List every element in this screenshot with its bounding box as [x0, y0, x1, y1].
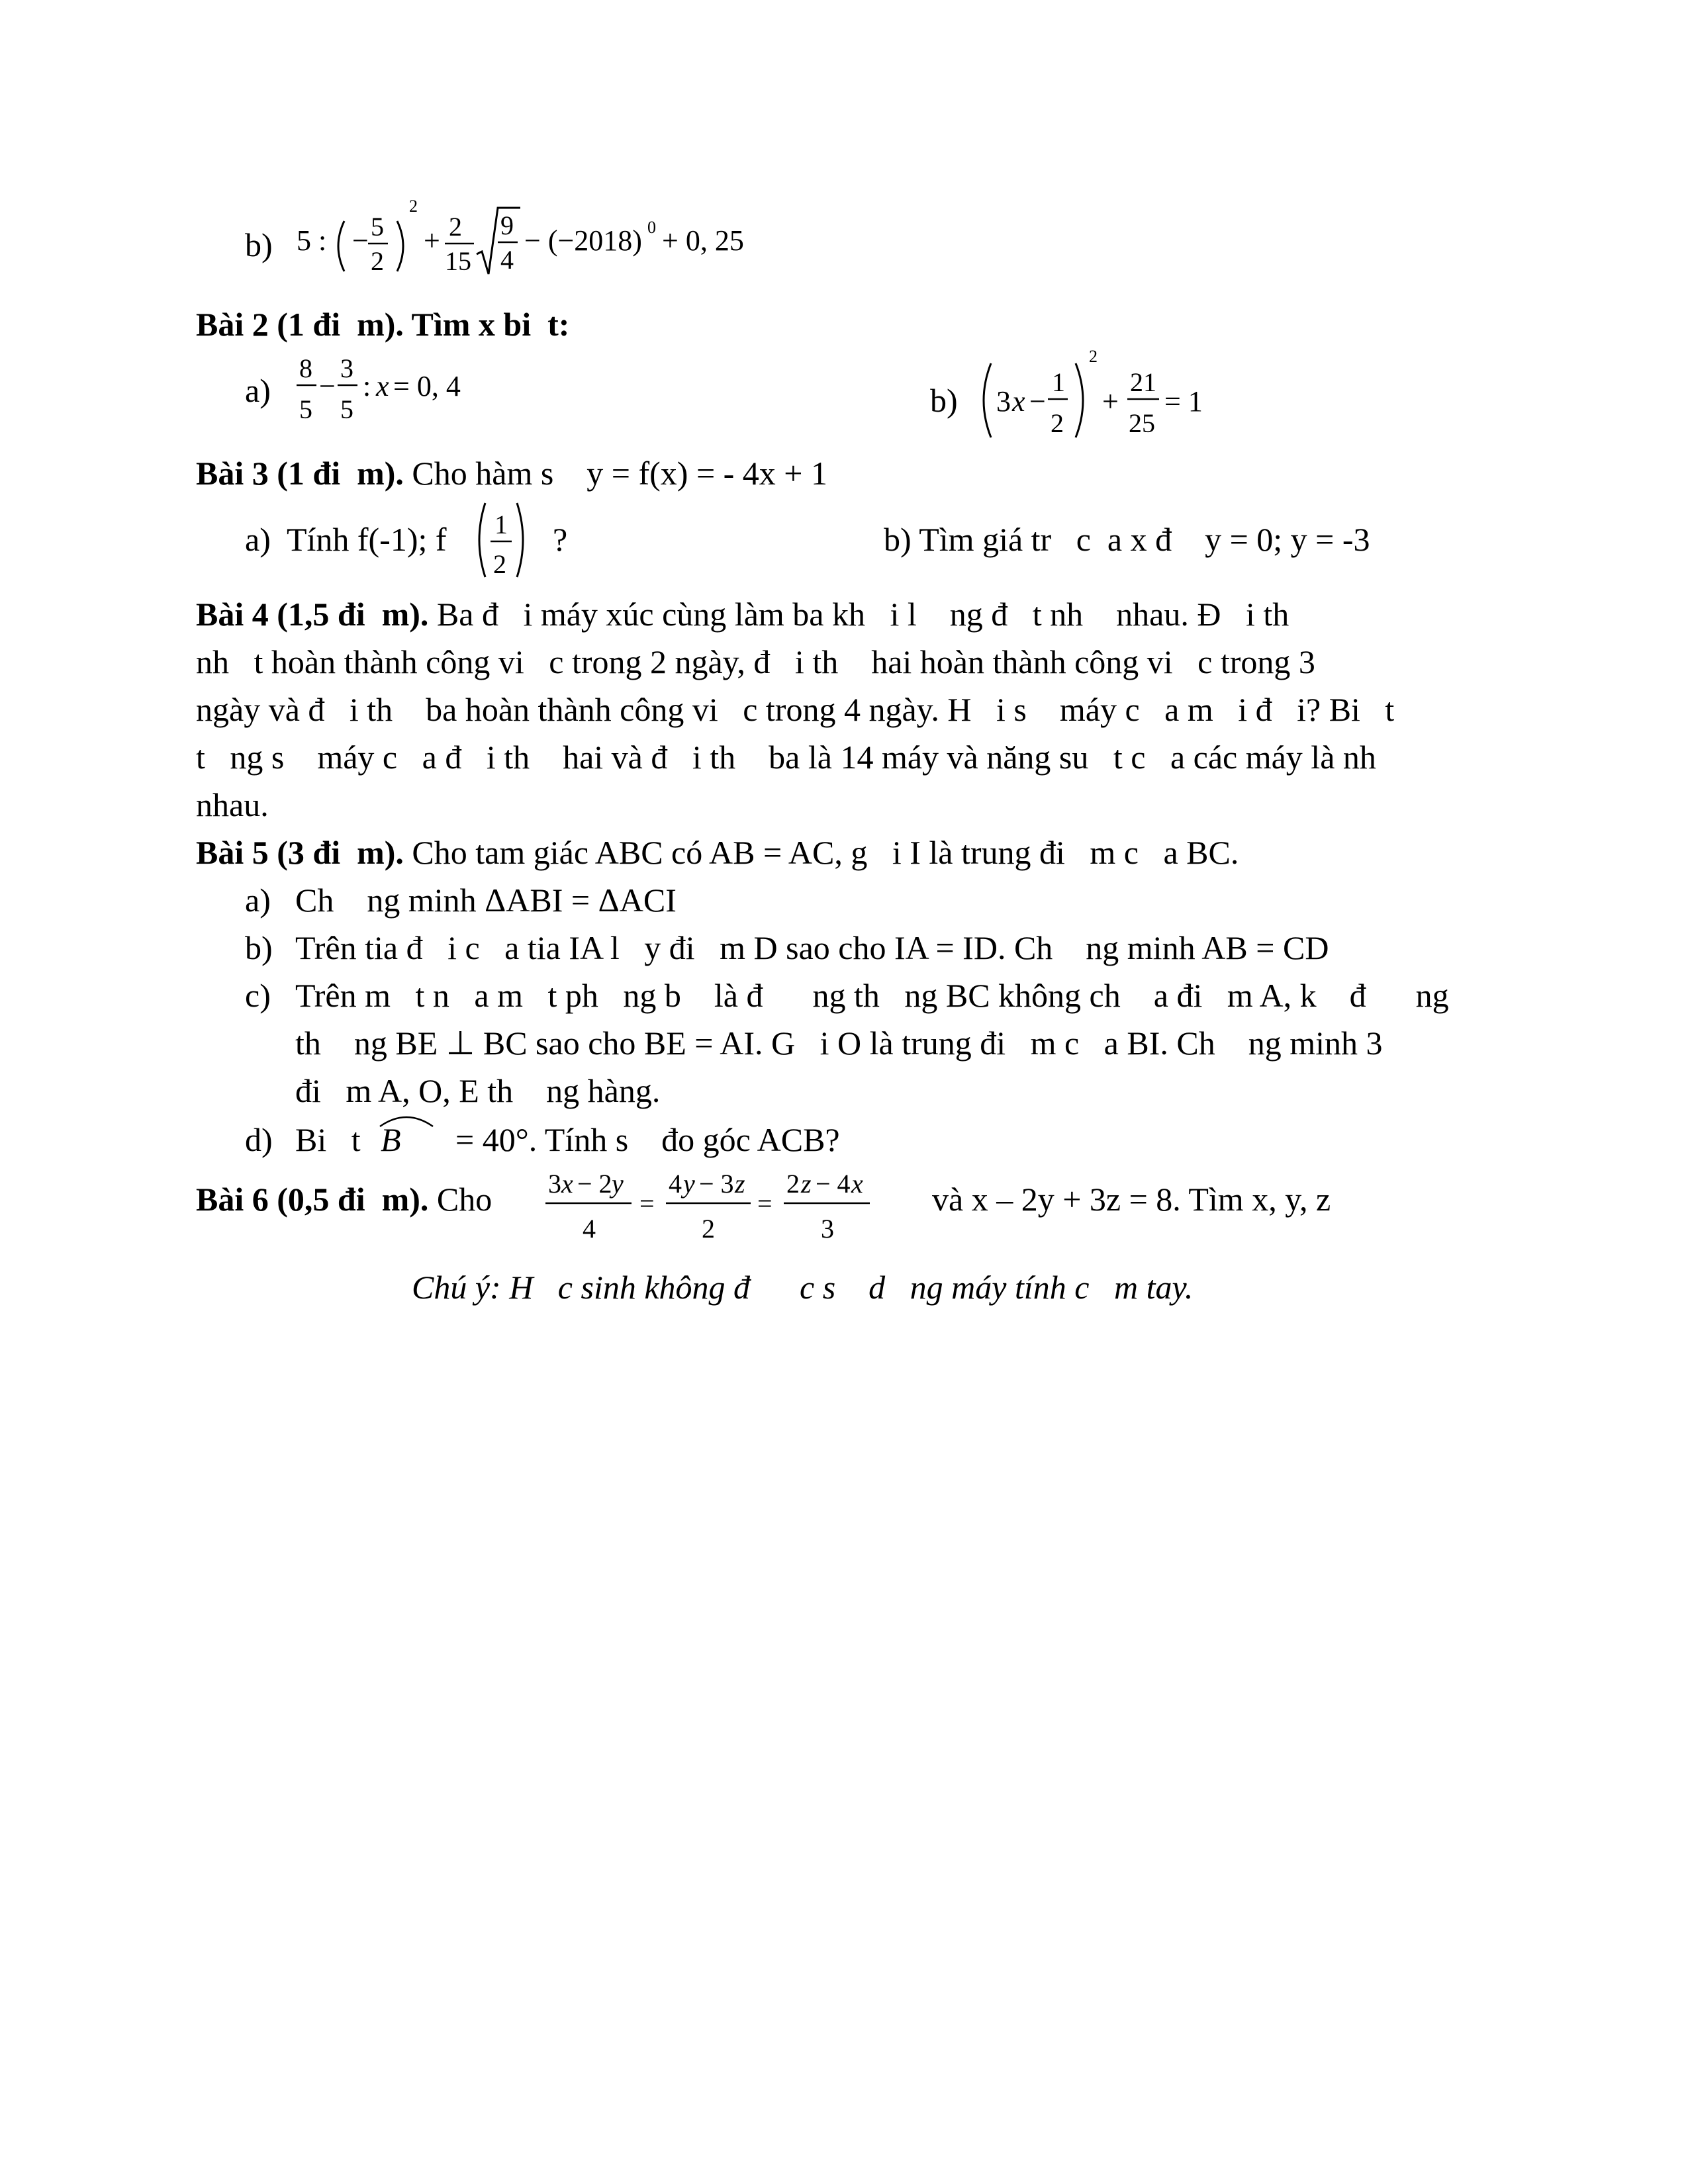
svg-text:4: 4 [500, 245, 514, 275]
svg-text:z: z [801, 1169, 812, 1199]
svg-text:3: 3 [340, 353, 353, 383]
bai2-heading: Bài 2 (1 đi m). Tìm x bi t: [196, 306, 570, 343]
bai3-a-expression [473, 496, 546, 589]
svg-text:4: 4 [669, 1169, 682, 1199]
svg-text:x: x [376, 370, 389, 402]
svg-text:+: + [1102, 385, 1119, 418]
svg-text:3: 3 [821, 1214, 834, 1244]
angle-hat-icon [377, 1112, 437, 1132]
svg-text:y: y [612, 1169, 624, 1199]
bai5-a-marker: a) [245, 882, 271, 919]
svg-text:3: 3 [548, 1169, 561, 1199]
q1b-expression [291, 193, 794, 293]
svg-text:2: 2 [449, 212, 462, 242]
bai4-line-5: nhau. [196, 786, 269, 823]
bai5-b-marker: b) [245, 929, 273, 966]
svg-text:=: = [757, 1189, 773, 1218]
bai6-heading: Bài 6 (0,5 đi m). [196, 1181, 429, 1218]
bai6-pre: Cho [428, 1181, 492, 1218]
bai5-c-line-1: Trên m t n a m t ph ng b là đ ng th ng BC không ch a đi m A, k đ ng [295, 977, 1449, 1014]
bai5-d-angle-symbol: B [381, 1121, 401, 1158]
svg-text:2: 2 [702, 1214, 715, 1244]
bai2-b-marker: b) [930, 382, 958, 419]
bai3-a-question: ? [553, 521, 568, 558]
svg-text:− 3: − 3 [699, 1169, 734, 1199]
q1b-marker: b) [245, 226, 273, 263]
bai3-line [196, 453, 827, 493]
bai5-c-line-3: đi m A, O, E th ng hàng. [295, 1072, 661, 1109]
svg-text:−: − [319, 370, 336, 402]
svg-text::: : [363, 370, 371, 402]
svg-text:2: 2 [371, 246, 384, 276]
svg-text:−: − [1029, 385, 1046, 418]
bai4-line-3: ngày và đ i th ba hoàn thành công vi c trong 4 ngày. H i s máy c a m i đ i? Bi t [196, 691, 1395, 728]
bai4-heading: Bài 4 (1,5 đi m). [196, 596, 429, 633]
svg-text:1: 1 [494, 510, 508, 539]
bai4-text-1: Ba đ i máy xúc cùng làm ba kh i l ng đ t nh nhau. Đ i th [428, 596, 1289, 633]
bai6-lead [196, 1179, 492, 1219]
svg-text:=: = [639, 1189, 655, 1218]
bai4-line-2: nh t hoàn thành công vi c trong 2 ngày, đ i th hai hoàn thành công vi c trong 3 [196, 643, 1315, 680]
bai3-text: Cho hàm s y = f(x) = - 4x + 1 [403, 455, 827, 492]
svg-text:2: 2 [786, 1169, 800, 1199]
svg-text:z: z [735, 1169, 745, 1199]
svg-text:5 :: 5 : [297, 224, 327, 257]
svg-text:− 4: − 4 [816, 1169, 851, 1199]
bai5-a-text: Ch ng minh ΔABI = ΔACI [295, 882, 677, 919]
svg-text:15: 15 [445, 246, 471, 276]
svg-text:8: 8 [299, 353, 312, 383]
bai3-b-text: b) Tìm giá tr c a x đ y = 0; y = -3 [884, 521, 1370, 558]
bai5-d-text-post: = 40°. Tính s đo góc ACB? [455, 1121, 840, 1158]
bai3-a-text: a) Tính f(-1); f [245, 521, 447, 558]
bai2-a-marker: a) [245, 372, 271, 409]
bai5-c-marker: c) [245, 977, 271, 1014]
svg-text:1: 1 [1052, 367, 1065, 397]
bai4-line-4: t ng s máy c a đ i th hai và đ i th ba là 14 máy và năng su t c a các máy là nh [196, 739, 1376, 776]
svg-text:2: 2 [493, 549, 506, 579]
svg-text:5: 5 [299, 394, 312, 424]
bai5-line [196, 833, 1239, 872]
note: Chú ý: H c sinh không đ c s d ng máy tính c m tay. [412, 1269, 1194, 1306]
svg-text:x: x [561, 1169, 573, 1199]
bai5-heading: Bài 5 (3 đi m). [196, 834, 404, 871]
bai5-d-text-pre: Bi t [295, 1121, 361, 1158]
svg-text:4: 4 [583, 1214, 596, 1244]
bai3-heading: Bài 3 (1 đi m). [196, 455, 404, 492]
bai2-a-expression [291, 344, 503, 437]
svg-text:x: x [1012, 385, 1025, 418]
bai5-d-marker: d) [245, 1121, 273, 1158]
svg-text:5: 5 [340, 394, 353, 424]
bai6-post: và x – 2y + 3z = 8. Tìm x, y, z [932, 1181, 1331, 1218]
svg-text:21: 21 [1130, 367, 1156, 397]
svg-text:9: 9 [500, 210, 514, 240]
svg-text:+: + [424, 224, 440, 257]
svg-text:= 1: = 1 [1164, 385, 1203, 418]
svg-text:2: 2 [409, 197, 418, 216]
svg-text:−: − [352, 224, 369, 257]
bai5-b-text: Trên tia đ i c a tia IA l y đi m D sao cho IA = ID. Ch ng minh AB = CD [295, 929, 1329, 966]
svg-text:2: 2 [1051, 408, 1064, 438]
svg-text:= 0, 4: = 0, 4 [393, 370, 461, 402]
svg-text:− (−2018): − (−2018) [524, 224, 642, 257]
svg-text:3: 3 [996, 385, 1011, 418]
bai6-expression [543, 1160, 927, 1252]
svg-text:y: y [683, 1169, 695, 1199]
svg-text:+ 0, 25: + 0, 25 [662, 224, 744, 257]
bai5-c-line-2: th ng BE ⊥ BC sao cho BE = AI. G i O là trung đi m c a BI. Ch ng minh 3 [295, 1024, 1383, 1062]
svg-text:25: 25 [1129, 408, 1155, 438]
bai5-text: Cho tam giác ABC có AB = AC, g i I là trung đi m c a BC. [403, 834, 1239, 871]
svg-text:− 2: − 2 [577, 1169, 612, 1199]
svg-text:5: 5 [371, 212, 384, 242]
svg-text:2: 2 [1089, 347, 1098, 366]
svg-text:x: x [851, 1169, 863, 1199]
svg-text:0: 0 [647, 218, 656, 237]
bai2-b-expression [976, 347, 1254, 447]
bai4-line-1 [196, 594, 1289, 634]
